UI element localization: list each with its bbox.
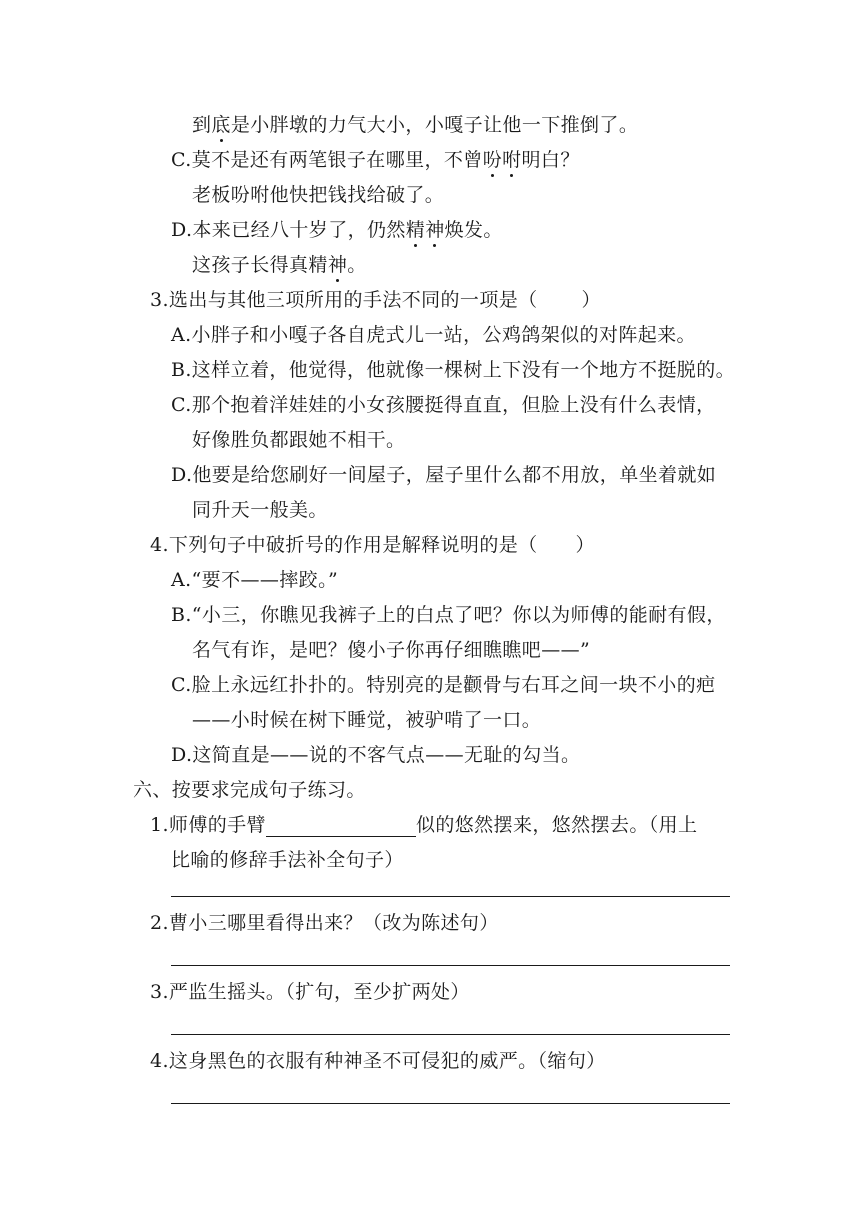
q2-option-c-line1 xyxy=(171,148,580,172)
emphasis-dot-char: 底 xyxy=(211,114,231,136)
fill-in-blank[interactable] xyxy=(266,816,416,837)
question-text: 4.下列句子中破折号的作用是解释说明的是（ xyxy=(150,534,538,556)
text-segment: 到 xyxy=(192,114,212,136)
q3-option-d-line2: 同升天一般美。 xyxy=(192,499,328,521)
s6-item3: 3.严监生摇头。（扩句，至少扩两处） xyxy=(150,981,470,1003)
answer-line[interactable] xyxy=(171,1034,730,1035)
emphasis-dot-char: 咐 xyxy=(502,149,522,171)
q4-stem xyxy=(150,533,595,557)
q4-option-b-line1: B.“小三，你瞧见我裤子上的白点了吧？你以为师傅的能耐有假， xyxy=(171,604,726,626)
q3-option-d-line1: D.他要是给您刷好一间屋子，屋子里什么都不用放，单坐着就如 xyxy=(171,464,717,486)
q3-option-b: B.这样立着，他觉得，他就像一棵树上下没有一个地方不挺脱的。 xyxy=(171,359,736,381)
text-segment: 是小胖墩的力气大小，小嘎子让他一下推倒了。 xyxy=(230,114,639,136)
answer-line[interactable] xyxy=(171,965,730,966)
emphasis-dot-char: 精 xyxy=(405,219,426,241)
q2-option-b-line2 xyxy=(192,113,638,137)
question-text: 1.师傅的手臂 xyxy=(150,814,266,836)
q3-stem xyxy=(150,288,601,312)
text-segment: C.莫不是还有两笔银子在哪里，不曾 xyxy=(171,149,483,171)
q2-option-d-line2 xyxy=(192,253,367,277)
q2-option-c-line2: 老板吩咐他快把钱找给破了。 xyxy=(192,184,445,206)
q4-option-d: D.这简直是——说的不客气点——无耻的勾当。 xyxy=(171,744,581,766)
text-segment: D.本来已经八十岁了，仍然 xyxy=(171,219,406,241)
q3-option-c-line1: C.那个抱着洋娃娃的小女孩腰挺得直直，但脸上没有什么表情， xyxy=(171,394,716,416)
s6-item4: 4.这身黑色的衣服有种神圣不可侵犯的威严。（缩句） xyxy=(150,1050,606,1072)
q4-option-a: A.“要不——摔跤。” xyxy=(171,569,339,591)
q4-option-c-line1: C.脸上永远红扑扑的。特别亮的是颧骨与右耳之间一块不小的疤 xyxy=(171,674,716,696)
paren-close: ） xyxy=(575,534,595,556)
question-text: 似的悠然摆来，悠然摆去。（用上 xyxy=(415,814,698,836)
answer-line[interactable] xyxy=(171,896,730,897)
section-heading: 六、按要求完成句子练习。 xyxy=(133,779,366,801)
text-segment: 。 xyxy=(347,254,367,276)
q2-option-d-line1 xyxy=(171,218,503,242)
question-text: 3.选出与其他三项所用的手法不同的一项是（ xyxy=(150,289,538,311)
emphasis-dot-char: 神 xyxy=(425,219,445,241)
q4-option-b-line2: 名气有诈，是吧？傻小子你再仔细瞧瞧吧——” xyxy=(192,639,591,661)
paren-close: ） xyxy=(581,289,601,311)
text-segment: 明白？ xyxy=(521,149,580,171)
q3-option-c-line2: 好像胜负都跟她不相干。 xyxy=(192,429,406,451)
text-segment: 这孩子长得真精 xyxy=(192,254,328,276)
q4-option-c-line2: ——小时候在树下睡觉，被驴啃了一口。 xyxy=(192,709,542,731)
text-segment: 焕发。 xyxy=(444,219,503,241)
emphasis-dot-char: 吩 xyxy=(482,149,503,171)
q3-option-a: A.小胖子和小嘎子各自虎式儿一站，公鸡鸽架似的对阵起来。 xyxy=(171,324,696,346)
s6-item1-line2: 比喻的修辞手法补全句子） xyxy=(171,849,404,871)
s6-item2: 2.曹小三哪里看得出来？（改为陈述句） xyxy=(150,912,499,934)
answer-line[interactable] xyxy=(171,1103,730,1104)
s6-item1-line1 xyxy=(150,813,697,837)
emphasis-dot-char: 神 xyxy=(327,254,348,276)
